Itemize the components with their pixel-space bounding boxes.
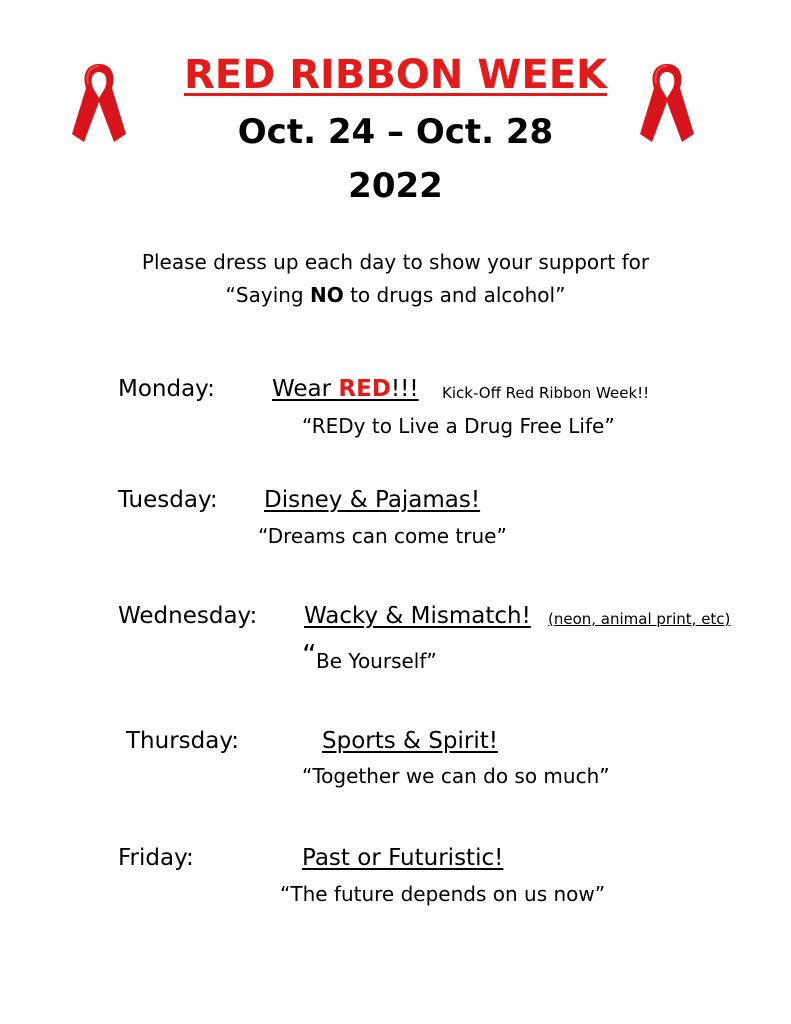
- friday-theme: Past or Futuristic!: [302, 845, 504, 871]
- friday-quote: “The future depends on us now”: [280, 882, 606, 906]
- tuesday-quote: “Dreams can come true”: [258, 524, 507, 548]
- intro-line-2-post: to drugs and alcohol”: [343, 283, 566, 307]
- monday-theme-pre: Wear: [272, 376, 339, 402]
- friday-label: Friday:: [118, 845, 194, 871]
- wednesday-theme: Wacky & Mismatch!: [304, 603, 531, 629]
- tuesday-theme: Disney & Pajamas!: [264, 487, 481, 513]
- wednesday-note: (neon, animal print, etc): [548, 610, 731, 628]
- page-title: RED RIBBON WEEK: [183, 52, 608, 98]
- monday-theme-red: RED: [338, 376, 391, 402]
- thursday-label: Thursday:: [126, 728, 240, 754]
- monday-theme: [272, 376, 419, 402]
- intro-line-2-pre: “Saying: [225, 283, 310, 307]
- event-dates: Oct. 24 – Oct. 28: [237, 112, 554, 152]
- tuesday-label: Tuesday:: [118, 487, 218, 513]
- wednesday-quote: Be Yourself”: [316, 649, 437, 673]
- intro-line-2: [0, 283, 791, 307]
- thursday-theme: Sports & Spirit!: [322, 728, 498, 754]
- wednesday-label: Wednesday:: [118, 603, 258, 629]
- monday-quote: “REDy to Live a Drug Free Life”: [302, 414, 615, 438]
- thursday-quote: “Together we can do so much”: [302, 764, 610, 788]
- monday-label: Monday:: [118, 376, 215, 402]
- event-year: 2022: [348, 166, 443, 206]
- wednesday-quote-mark: “: [302, 638, 317, 671]
- monday-note: Kick-Off Red Ribbon Week!!: [442, 384, 650, 402]
- monday-theme-post: !!!: [390, 376, 419, 402]
- intro-line-1: Please dress up each day to show your support for: [141, 250, 650, 274]
- intro-no: NO: [309, 283, 344, 307]
